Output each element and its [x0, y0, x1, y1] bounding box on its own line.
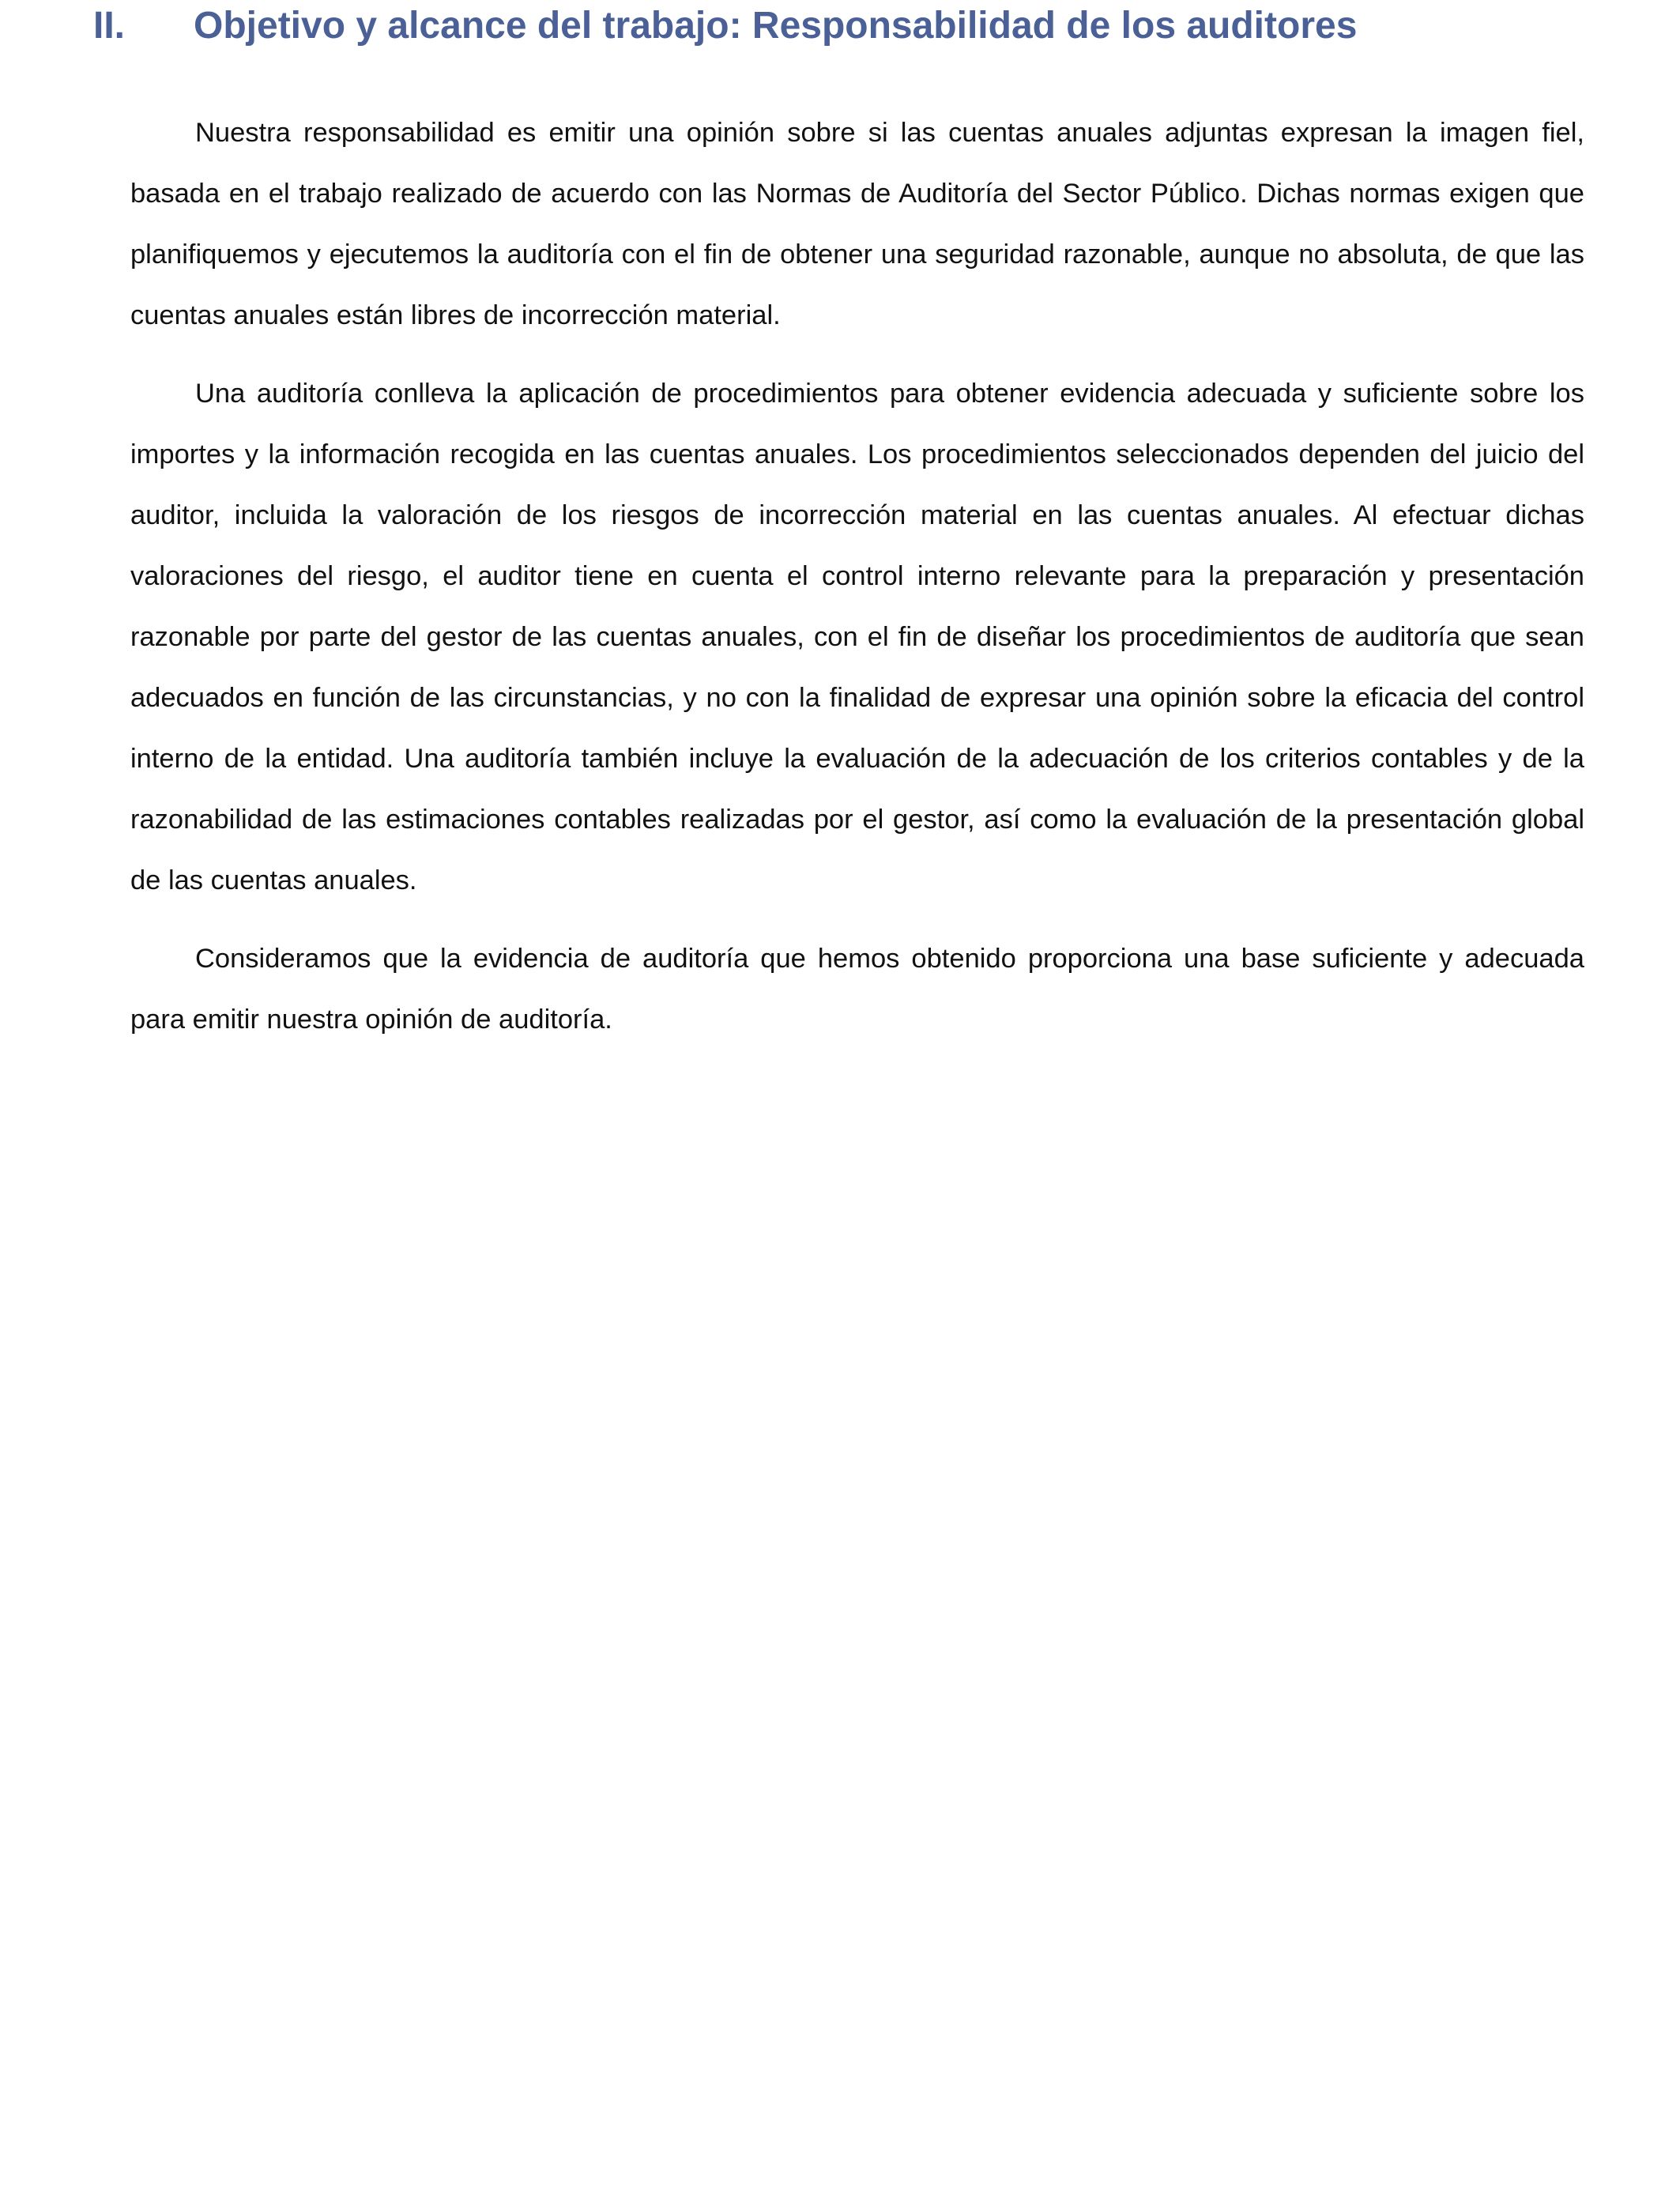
section-number: II. — [93, 4, 126, 47]
paragraph-conclusion: Consideramos que la evidencia de auditoría que hemos obtenido proporciona una base suficiente y adecuada para emitir nuestra opinión de auditoría. — [130, 944, 1584, 1035]
paragraph-procedimientos: Una auditoría conlleva la aplicación de procedimientos para obtener evidencia adecuada y suficiente sobre los importes y la información recogida en las cuentas anuales. Los procedimientos seleccionados dependen del juicio del auditor, incluida la valoración de los riesgos de incorrección material en las cuentas anuales. Al efectuar dichas valoraciones del riesgo, el auditor tiene en cuenta el control interno relevante para la preparación y presentación razonable por parte del gestor de las cuentas anuales, con el fin de diseñar los procedimientos de auditoría que sean adecuados en función de las circunstancias, y no con la finalidad de expresar una opinión sobre la eficacia del control interno de la entidad. Una auditoría también incluye la evaluación de la adecuación de los criterios contables y de la razonabilidad de las estimaciones contables realizadas por el gestor, así como la evaluación de la presentación global de las cuentas anuales. — [130, 379, 1584, 895]
document-body — [130, 103, 1584, 1068]
section-title: Objetivo y alcance del trabajo: Responsabilidad de los auditores — [194, 4, 1358, 47]
paragraph-responsabilidad: Nuestra responsabilidad es emitir una opinión sobre si las cuentas anuales adjuntas expresan la imagen fiel, basada en el trabajo realizado de acuerdo con las Normas de Auditoría del Sector Público. Dichas normas exigen que planifiquemos y ejecutemos la auditoría con el fin de obtener una seguridad razonable, aunque no absoluta, de que las cuentas anuales están libres de incorrección material. — [130, 118, 1584, 330]
section-heading — [93, 0, 1595, 51]
